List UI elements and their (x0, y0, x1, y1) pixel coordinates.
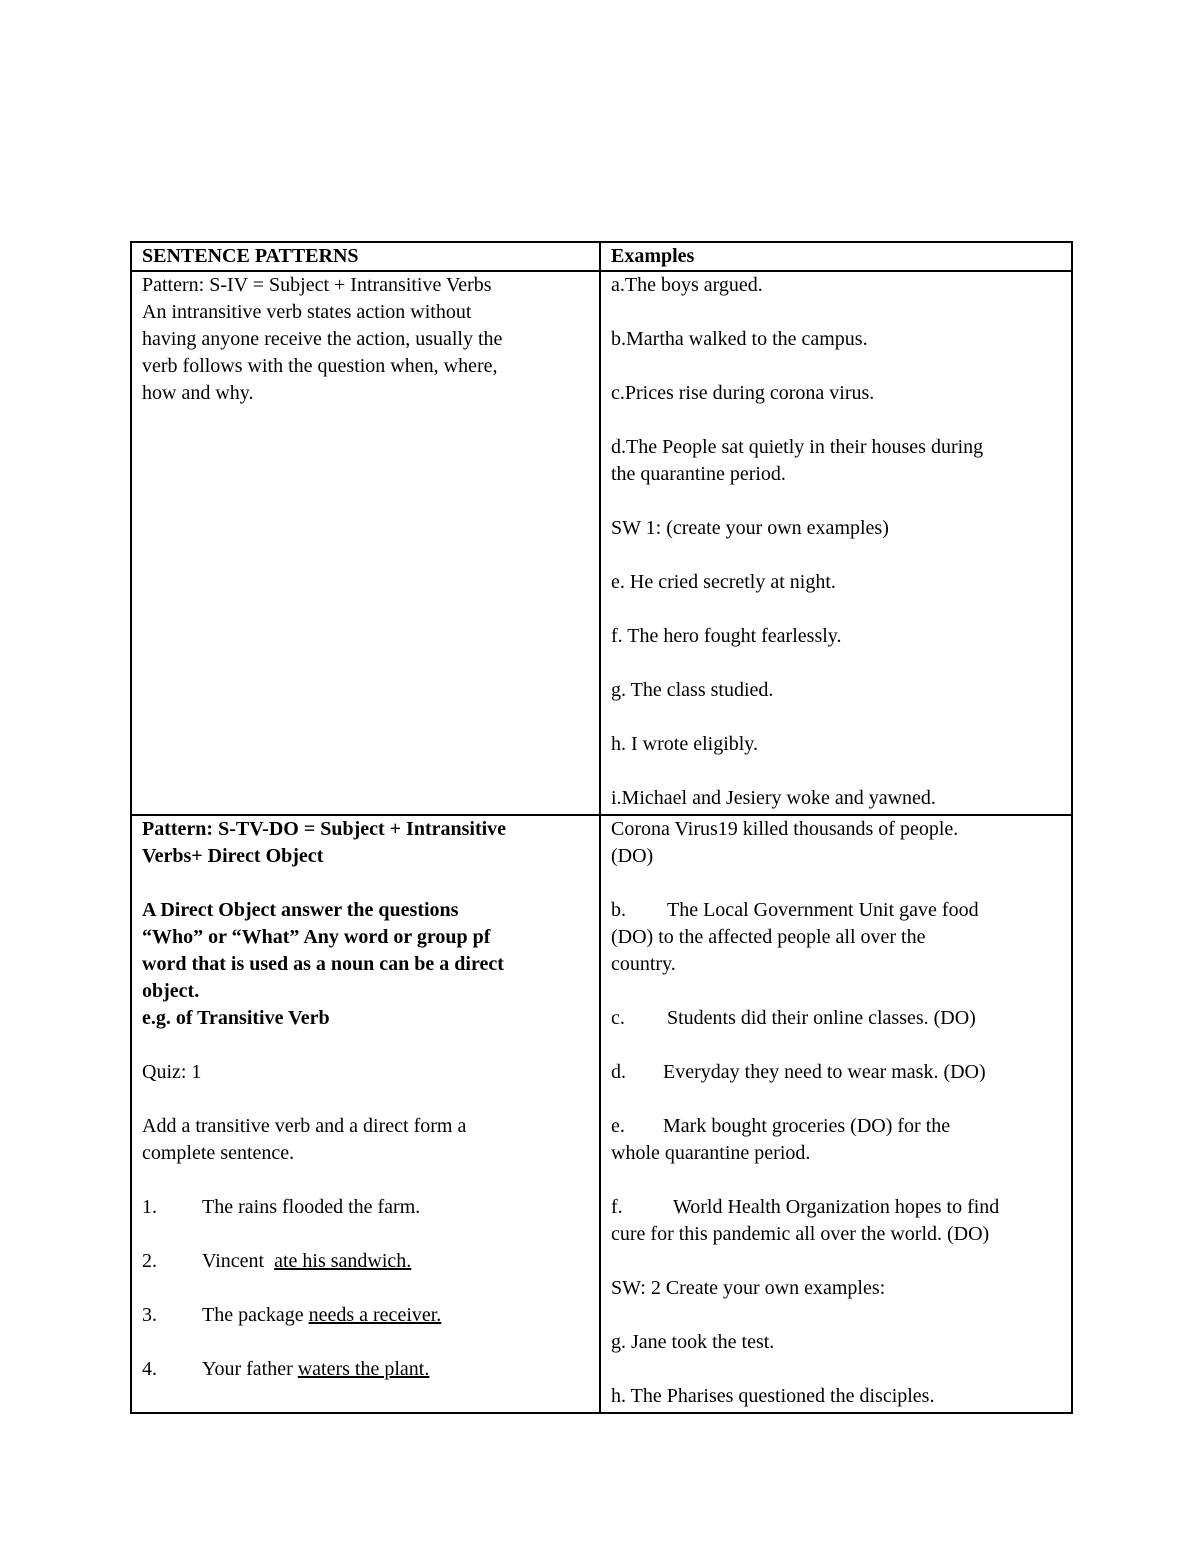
definition-line: A Direct Object answer the questions (142, 899, 459, 921)
item-number: 1. (142, 1196, 157, 1218)
quiz-item (142, 1356, 589, 1383)
example-f: f. The hero fought fearlessly. (611, 625, 842, 647)
header-examples: Examples (600, 242, 1072, 271)
example-b: b. The Local Government Unit gave food (611, 897, 1061, 924)
definition-line: having anyone receive the action, usually the (142, 328, 503, 350)
example-i: i.Michael and Jesiery woke and yawned. (611, 787, 936, 809)
example-label: e. (611, 1115, 625, 1137)
item-text: Vincent (202, 1250, 275, 1272)
example-d: d. Everyday they need to wear mask. (DO) (611, 1059, 1061, 1086)
item-answer: needs a receiver. (308, 1304, 442, 1326)
seatwork-1-heading: SW 1: (create your own examples) (611, 517, 889, 539)
example-b-cont: (DO) to the affected people all over the (611, 926, 926, 948)
definition-line: how and why. (142, 382, 254, 404)
example-a: Corona Virus19 killed thousands of people. (611, 818, 959, 840)
example-g: g. Jane took the test. (611, 1331, 775, 1353)
item-number: 2. (142, 1250, 157, 1272)
example-label: f. (611, 1196, 623, 1218)
quiz-instruction-cont: complete sentence. (142, 1142, 295, 1164)
example-label: d. (611, 1061, 626, 1083)
example-b-cont: country. (611, 953, 676, 975)
quiz-label: Quiz: 1 (142, 1061, 202, 1083)
table-row (131, 271, 1072, 815)
transitive-examples-cell (600, 815, 1072, 1413)
definition-line: word that is used as a noun can be a direct (142, 953, 504, 975)
example-d-cont: the quarantine period. (611, 463, 786, 485)
example-heading: e.g. of Transitive Verb (142, 1007, 330, 1029)
quiz-item (142, 1302, 589, 1329)
example-c: c. Students did their online classes. (DO) (611, 1005, 1061, 1032)
intransitive-pattern-cell (131, 271, 600, 815)
example-h: h. I wrote eligibly. (611, 733, 759, 755)
pattern-title: Pattern: S-TV-DO = Subject + Intransitive (142, 818, 507, 840)
example-e: e. Mark bought groceries (DO) for the (611, 1113, 1061, 1140)
transitive-pattern-cell (131, 815, 600, 1413)
seatwork-2-heading: SW: 2 Create your own examples: (611, 1277, 886, 1299)
example-b: b.Martha walked to the campus. (611, 328, 868, 350)
intransitive-examples-cell (600, 271, 1072, 815)
example-g: g. The class studied. (611, 679, 774, 701)
item-text: The rains flooded the farm. (202, 1196, 421, 1218)
example-f: f. World Health Organization hopes to find (611, 1194, 1061, 1221)
definition-line: object. (142, 980, 200, 1002)
example-a: a.The boys argued. (611, 274, 763, 296)
table-row (131, 815, 1072, 1413)
sentence-patterns-table (130, 241, 1073, 1414)
pattern-title-cont: Verbs+ Direct Object (142, 845, 324, 867)
example-label: c. (611, 1007, 625, 1029)
item-answer: ate his sandwich. (274, 1250, 412, 1272)
item-number: 3. (142, 1304, 157, 1326)
quiz-item (142, 1248, 589, 1275)
item-answer: waters the plant. (297, 1358, 430, 1380)
example-e-cont: whole quarantine period. (611, 1142, 811, 1164)
example-e: e. He cried secretly at night. (611, 571, 836, 593)
definition-line: An intransitive verb states action without (142, 301, 472, 323)
table-header-row (131, 242, 1072, 271)
example-a-cont: (DO) (611, 845, 654, 867)
example-label: b. (611, 899, 626, 921)
example-d: d.The People sat quietly in their houses during (611, 436, 984, 458)
item-text: Your father (202, 1358, 298, 1380)
example-c: c.Prices rise during corona virus. (611, 382, 875, 404)
header-sentence-patterns: SENTENCE PATTERNS (131, 242, 600, 271)
quiz-instruction: Add a transitive verb and a direct form a (142, 1115, 467, 1137)
item-number: 4. (142, 1358, 157, 1380)
example-f-cont: cure for this pandemic all over the world. (DO) (611, 1223, 990, 1245)
example-h: h. The Pharises questioned the disciples. (611, 1385, 935, 1407)
item-text: The package (202, 1304, 309, 1326)
quiz-item (142, 1194, 589, 1221)
pattern-title: Pattern: S-IV = Subject + Intransitive Verbs (142, 274, 492, 296)
definition-line: verb follows with the question when, where, (142, 355, 498, 377)
definition-line: “Who” or “What” Any word or group pf (142, 926, 491, 948)
